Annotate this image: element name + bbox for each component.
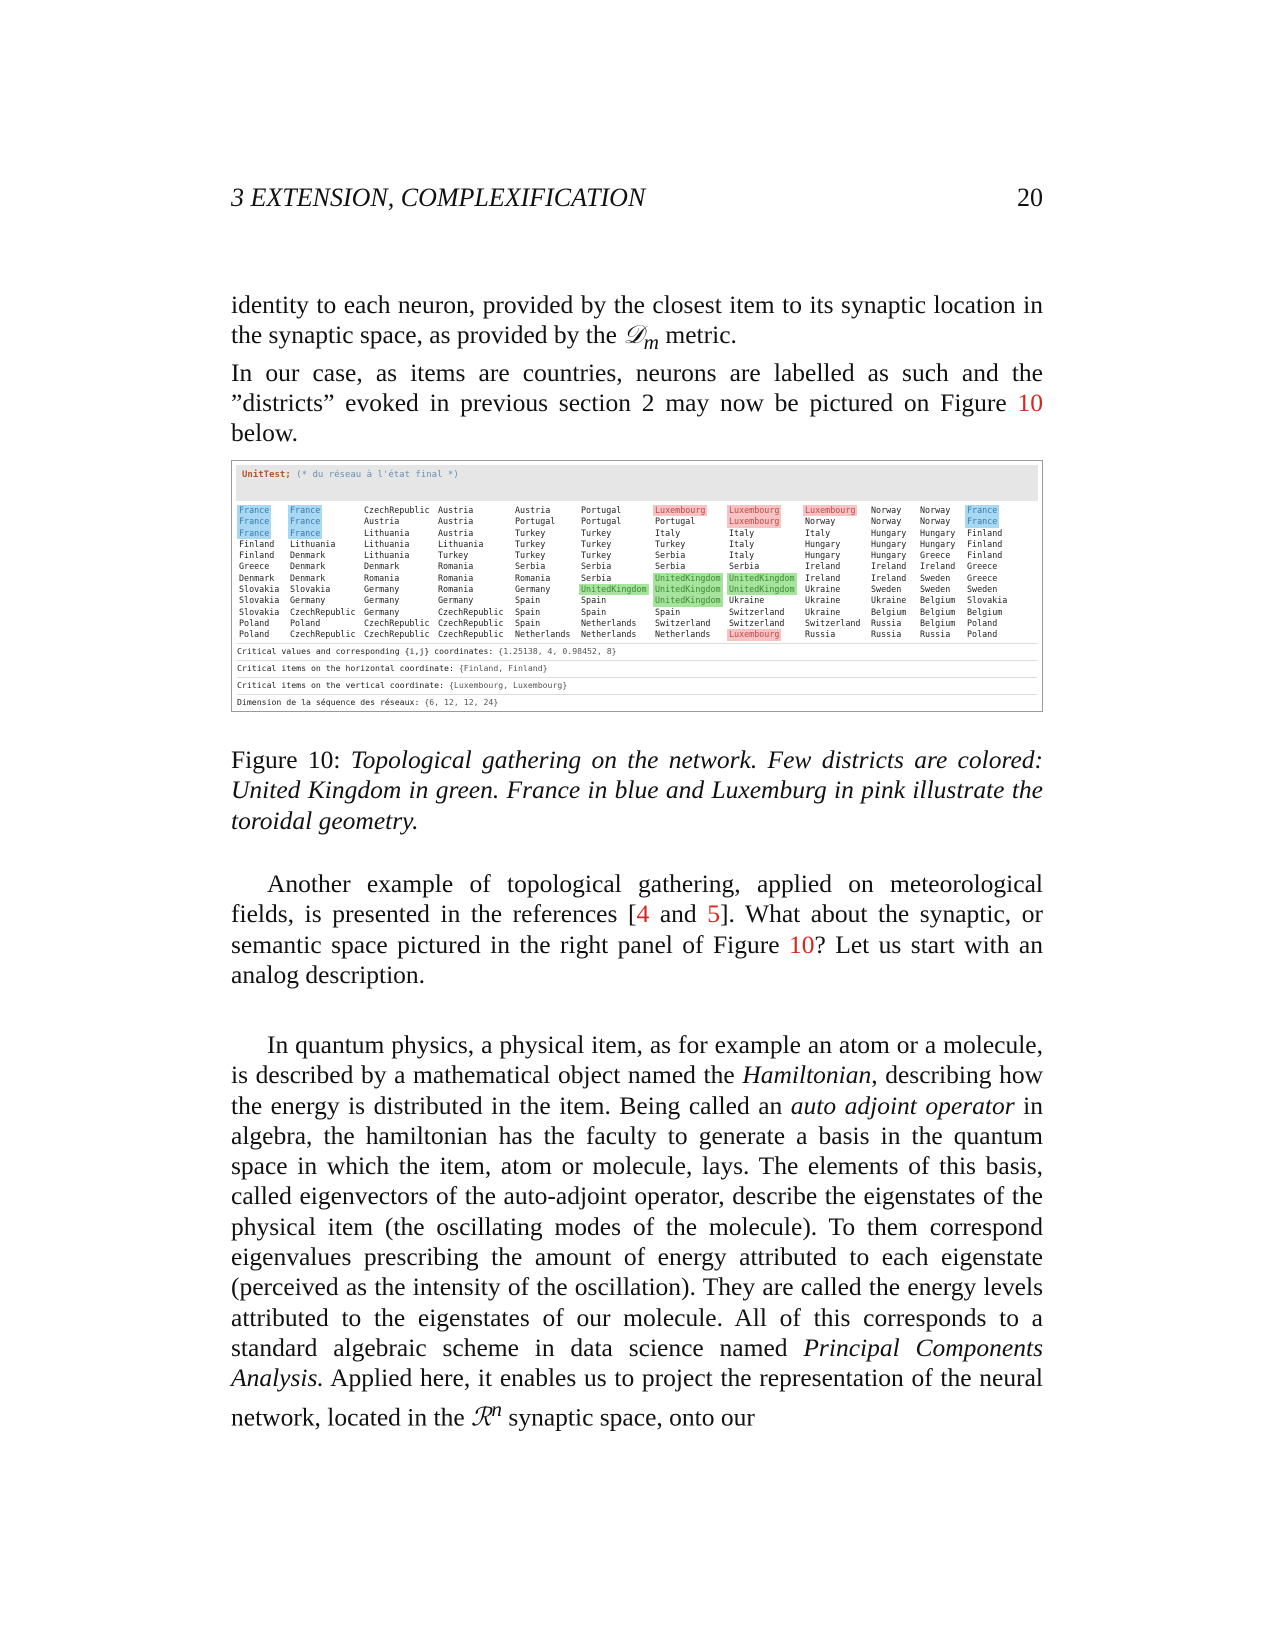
figure-10 xyxy=(231,460,1043,712)
grid-cell: Finland xyxy=(967,527,1003,538)
citation-link[interactable]: 5 xyxy=(707,899,720,929)
grid-cell: Slovakia xyxy=(239,584,280,595)
grid-cell: Denmark xyxy=(364,561,400,572)
code-comment: (* du réseau à l'état final *) xyxy=(296,470,459,480)
grid-cell: Greece xyxy=(920,550,951,561)
emphasis: Hamiltonian xyxy=(742,1060,872,1090)
grid-cell: Slovakia xyxy=(290,584,331,595)
grid-cell: Hungary xyxy=(805,550,841,561)
info-value: {Finland, Finland} xyxy=(458,663,548,673)
grid-cell: CzechRepublic xyxy=(438,606,504,617)
info-line xyxy=(237,660,1037,676)
grid-cell: UnitedKingdom xyxy=(729,584,795,595)
grid-cell: Norway xyxy=(920,505,951,515)
text: below. xyxy=(231,418,299,448)
grid-cell: Romania xyxy=(438,561,474,572)
grid-cell: Poland xyxy=(239,629,270,640)
grid-cell: Austria xyxy=(364,516,400,527)
info-label: Critical items on the vertical coordinate: xyxy=(237,680,449,690)
grid-cell: Norway xyxy=(805,516,836,527)
grid-cell: Turkey xyxy=(655,538,686,549)
emphasis: auto adjoint operator xyxy=(790,1090,1015,1120)
grid-cell: Turkey xyxy=(515,527,546,538)
info-label: Critical items on the horizontal coordinate: xyxy=(237,663,459,673)
grid-cell: Russia xyxy=(805,629,836,640)
grid-cell: Netherlands xyxy=(581,629,637,640)
grid-cell: Romania xyxy=(438,584,474,595)
grid-cell: Italy xyxy=(729,550,755,561)
grid-cell: Denmark xyxy=(290,572,326,583)
math-superscript: n xyxy=(491,1396,503,1421)
grid-cell: UnitedKingdom xyxy=(655,572,721,583)
grid-cell: Turkey xyxy=(438,550,469,561)
grid-cell: UnitedKingdom xyxy=(729,572,795,583)
grid-cell: UnitedKingdom xyxy=(655,584,721,595)
info-line xyxy=(237,677,1037,693)
grid-cell: Ukraine xyxy=(805,595,841,606)
grid-cell: Hungary xyxy=(920,527,956,538)
grid-cell: Belgium xyxy=(920,606,956,617)
grid-cell: Turkey xyxy=(515,550,546,561)
page-number: 20 xyxy=(1017,183,1043,212)
grid-cell: Slovakia xyxy=(967,595,1008,606)
text: In our case, as items are countries, neurons are labelled as such and the ”districts” evoked in previous section 2 may now be pictured on Figure xyxy=(231,357,1043,417)
grid-cell: France xyxy=(290,527,321,538)
grid-cell: Lithuania xyxy=(364,538,410,549)
text: identity to each neuron, provided by the closest item to its synaptic location in the synaptic space, as provided by the xyxy=(231,290,1043,350)
grid-cell: Romania xyxy=(364,572,400,583)
grid-cell: Slovakia xyxy=(239,606,280,617)
grid-cell: Germany xyxy=(438,595,474,606)
info-value: {6, 12, 12, 24} xyxy=(424,697,499,707)
text: ]. What about the synaptic, or semantic space pictured in the right panel of Figure xyxy=(231,899,1043,959)
grid-cell: Lithuania xyxy=(438,538,484,549)
paragraph-intro xyxy=(231,290,1043,449)
info-value: {1.25138, 4, 0.98452, 8} xyxy=(498,646,617,656)
grid-cell: CzechRepublic xyxy=(364,617,430,628)
grid-cell: Austria xyxy=(438,505,474,515)
grid-cell: Poland xyxy=(967,629,998,640)
figure-caption xyxy=(231,745,1043,836)
text: and xyxy=(649,899,708,929)
grid-cell: Serbia xyxy=(581,572,612,583)
grid-cell: Turkey xyxy=(581,550,612,561)
figure-ref-link[interactable]: 10 xyxy=(789,929,815,959)
grid-cell: Luxembourg xyxy=(805,505,856,515)
info-line xyxy=(237,694,1037,710)
grid-cell: Sweden xyxy=(920,572,951,583)
grid-cell: Norway xyxy=(920,516,951,527)
math-symbol: ℛ xyxy=(471,1402,492,1432)
info-line xyxy=(237,643,1037,659)
grid-cell: Switzerland xyxy=(655,617,711,628)
grid-cell: France xyxy=(967,505,998,515)
text: Applied here, it enables us to project the representation of the neural network, located in the xyxy=(231,1363,1043,1432)
metric-subscript: m xyxy=(643,330,660,355)
grid-cell: UnitedKingdom xyxy=(581,584,647,595)
grid-cell: Switzerland xyxy=(729,606,785,617)
text: In quantum physics, a physical item, as for example an atom or a molecule, is described by a mathematical object named the xyxy=(231,1030,1043,1090)
grid-cell: Ireland xyxy=(920,561,956,572)
grid-cell: Belgium xyxy=(920,595,956,606)
grid-cell: Portugal xyxy=(581,516,622,527)
grid-cell: France xyxy=(239,516,270,527)
code-keyword: UnitTest; xyxy=(242,470,291,480)
grid-cell: Hungary xyxy=(920,538,956,549)
grid-cell: CzechRepublic xyxy=(290,629,356,640)
grid-cell: Ireland xyxy=(871,572,907,583)
grid-cell: Lithuania xyxy=(364,550,410,561)
text: , describing how the energy is distributed in the item. Being called an xyxy=(231,1060,1043,1120)
grid-cell: Germany xyxy=(364,595,400,606)
grid-cell: Greece xyxy=(967,561,998,572)
grid-cell: Serbia xyxy=(655,550,686,561)
grid-cell: Ireland xyxy=(805,561,841,572)
grid-cell: Slovakia xyxy=(239,595,280,606)
grid-cell: Denmark xyxy=(239,572,275,583)
info-label: Dimension de la séquence des réseaux: xyxy=(237,697,425,707)
grid-cell: Hungary xyxy=(805,538,841,549)
grid-cell: Spain xyxy=(581,606,607,617)
grid-cell: Ukraine xyxy=(805,606,841,617)
grid-cell: Romania xyxy=(515,572,551,583)
citation-link[interactable]: 4 xyxy=(636,899,650,929)
grid-cell: Netherlands xyxy=(655,629,711,640)
grid-cell: Finland xyxy=(967,538,1003,549)
grid-cell: Serbia xyxy=(515,561,546,572)
grid-cell: France xyxy=(290,516,321,527)
grid-cell: Belgium xyxy=(967,606,1003,617)
grid-cell: CzechRepublic xyxy=(438,629,504,640)
grid-cell: Portugal xyxy=(515,516,556,527)
paragraph-quantum xyxy=(231,1030,1043,1432)
grid-cell: Italy xyxy=(655,527,681,538)
grid-cell: Romania xyxy=(438,572,474,583)
grid-cell: Portugal xyxy=(655,516,696,527)
grid-cell: Luxembourg xyxy=(729,516,780,527)
grid-cell: Ukraine xyxy=(805,584,841,595)
grid-cell: Luxembourg xyxy=(729,629,780,640)
grid-cell: Serbia xyxy=(655,561,686,572)
grid-cell: Ireland xyxy=(871,561,907,572)
text: ? Let us start with an analog description. xyxy=(231,929,1043,989)
grid-cell: Serbia xyxy=(581,561,612,572)
grid-cell: Netherlands xyxy=(581,617,637,628)
grid-cell: Sweden xyxy=(920,584,951,595)
grid-cell: Belgium xyxy=(920,617,956,628)
grid-cell: Russia xyxy=(920,629,951,640)
grid-cell: Spain xyxy=(515,595,541,606)
grid-cell: Ukraine xyxy=(871,595,907,606)
grid-cell: Hungary xyxy=(871,527,907,538)
info-value: {Luxembourg, Luxembourg} xyxy=(448,680,568,690)
text: Another example of topological gathering, applied on meteorological fields, is presented in the references [ xyxy=(231,869,1043,929)
grid-cell: Hungary xyxy=(871,538,907,549)
grid-cell: Spain xyxy=(515,606,541,617)
grid-cell: Finland xyxy=(967,550,1003,561)
grid-cell: Portugal xyxy=(581,505,622,515)
grid-cell: Denmark xyxy=(290,550,326,561)
grid-cell: Russia xyxy=(871,617,902,628)
grid-cell: Lithuania xyxy=(364,527,410,538)
grid-cell: Austria xyxy=(438,527,474,538)
grid-cell: CzechRepublic xyxy=(364,505,430,515)
grid-cell: Germany xyxy=(290,595,326,606)
caption-label: Figure 10: xyxy=(231,745,341,774)
grid-cell: Italy xyxy=(729,538,755,549)
grid-cell: Serbia xyxy=(729,561,760,572)
grid-cell: Turkey xyxy=(581,527,612,538)
grid-cell: Sweden xyxy=(871,584,902,595)
text: in algebra, the hamiltonian has the faculty to generate a basis in the quantum space in which the item, atom or molecule, lays. The elements of this basis, called eigenvectors of the auto-adjoint operator, describe the eigenstates of the physical item (the oscillating modes of the molecule). To them correspond eigenvalues prescribing the amount of energy attributed to each eigenstate (perceived as the intensity of the oscillation). They are called the energy levels attributed to the eigenstates of our molecule. All of this corresponds to a standard algebraic scheme in data science named xyxy=(231,1090,1043,1362)
grid-cell: CzechRepublic xyxy=(364,629,430,640)
grid-cell: Belgium xyxy=(871,606,907,617)
grid-cell: Norway xyxy=(871,505,902,515)
grid-cell: Norway xyxy=(871,516,902,527)
grid-cell: Luxembourg xyxy=(655,505,706,515)
caption-text: Topological gathering on the network. Few districts are colored: United Kingdom in green. France in blue and Luxemburg in pink illustrate the toroidal geometry. xyxy=(231,745,1044,835)
grid-cell: Finland xyxy=(239,538,275,549)
notebook-input-cell xyxy=(236,465,1038,501)
grid-cell: CzechRepublic xyxy=(290,606,356,617)
grid-cell: Sweden xyxy=(967,584,998,595)
grid-cell: Turkey xyxy=(515,538,546,549)
grid-cell: Greece xyxy=(239,561,270,572)
running-header xyxy=(231,183,1043,213)
grid-cell: Austria xyxy=(515,505,551,515)
grid-cell: Switzerland xyxy=(805,617,861,628)
grid-cell: CzechRepublic xyxy=(438,617,504,628)
grid-cell: Poland xyxy=(967,617,998,628)
grid-cell: France xyxy=(239,527,270,538)
grid-cell: Hungary xyxy=(871,550,907,561)
grid-cell: Poland xyxy=(290,617,321,628)
grid-cell: Germany xyxy=(364,606,400,617)
grid-cell: Germany xyxy=(515,584,551,595)
grid-cell: France xyxy=(290,505,321,515)
grid-cell: France xyxy=(239,505,270,515)
emphasis: Principal Components Analysis. xyxy=(231,1332,1044,1393)
grid-cell: Turkey xyxy=(581,538,612,549)
grid-cell: Finland xyxy=(239,550,275,561)
grid-cell: Ireland xyxy=(805,572,841,583)
figure-ref-link[interactable]: 10 xyxy=(1017,387,1043,417)
info-label: Critical values and corresponding {i,j} coordinates: xyxy=(237,646,499,656)
grid-cell: Lithuania xyxy=(290,538,336,549)
text: metric. xyxy=(659,320,737,350)
grid-cell: Poland xyxy=(239,617,270,628)
text: synaptic space, onto our xyxy=(502,1402,755,1432)
paragraph-references xyxy=(231,869,1043,990)
grid-cell: Denmark xyxy=(290,561,326,572)
grid-cell: Italy xyxy=(805,527,831,538)
grid-cell: Luxembourg xyxy=(729,505,780,515)
grid-cell: Greece xyxy=(967,572,998,583)
grid-cell: Austria xyxy=(438,516,474,527)
metric-symbol: 𝒟 xyxy=(623,320,644,350)
grid-cell: Russia xyxy=(871,629,902,640)
grid-cell: France xyxy=(967,516,998,527)
grid-cell: Spain xyxy=(581,595,607,606)
grid-cell: Switzerland xyxy=(729,617,785,628)
grid-cell: Spain xyxy=(515,617,541,628)
grid-cell: Ukraine xyxy=(729,595,765,606)
grid-cell: Germany xyxy=(364,584,400,595)
grid-cell: UnitedKingdom xyxy=(655,595,721,606)
grid-cell: Netherlands xyxy=(515,629,571,640)
grid-cell: Spain xyxy=(655,606,681,617)
section-title: 3 EXTENSION, COMPLEXIFICATION xyxy=(231,183,646,212)
grid-cell: Italy xyxy=(729,527,755,538)
